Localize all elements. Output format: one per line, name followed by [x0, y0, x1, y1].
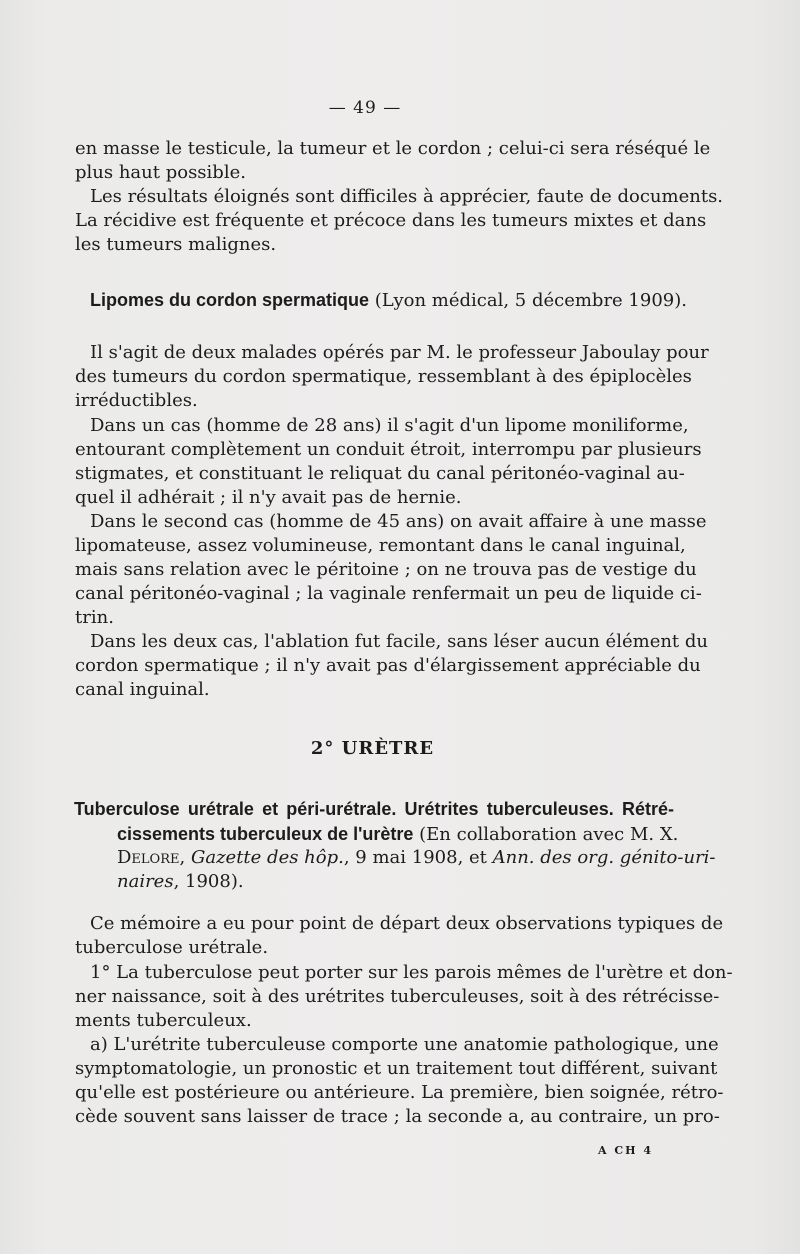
- section-heading: 2° URÈTRE: [310, 738, 435, 759]
- text-line: [117, 823, 679, 846]
- tuberculose-date-2: , 1908).: [173, 871, 244, 892]
- text-line: stigmates, et constituant le reliquat du canal péritonéo-vaginal au-: [75, 463, 685, 484]
- text-line: Dans le second cas (homme de 45 ans) on avait affaire à une masse: [90, 511, 707, 532]
- lipomes-citation: (Lyon médical, 5 décembre 1909).: [374, 290, 687, 311]
- text-line: 1° La tuberculose peut porter sur les parois mêmes de l'urètre et don-: [90, 962, 733, 983]
- lipomes-heading: [90, 289, 687, 312]
- text-line: qu'elle est postérieure ou antérieure. La première, bien soignée, rétro-: [75, 1082, 724, 1103]
- tuberculose-title-line: cissements tuberculeux de l'urètre: [117, 824, 414, 844]
- text-line: [117, 871, 673, 893]
- text-line: Les résultats éloignés sont difficiles à apprécier, faute de documents.: [90, 186, 724, 207]
- tuberculose-title-line: Tuberculose urétrale et péri-urétrale. Urétrites tuberculeuses. Rétré-: [74, 799, 674, 819]
- text-line: Ce mémoire a eu pour point de départ deux observations typiques de: [90, 913, 724, 934]
- text-line: tuberculose urétrale.: [75, 937, 269, 958]
- tuberculose-journal-2b: naires: [117, 871, 174, 892]
- tuberculose-journal-1: Gazette des hôp.: [190, 847, 344, 868]
- text-line: ner naissance, soit à des urétrites tuberculeuses, soit à des rétrécisse-: [75, 986, 720, 1007]
- text-line: cède souvent sans laisser de trace ; la seconde a, au contraire, un pro-: [75, 1106, 720, 1127]
- text-line: des tumeurs du cordon spermatique, ressemblant à des épiplocèles: [75, 366, 692, 387]
- tuberculose-author: Delore: [117, 847, 180, 868]
- text-line: plus haut possible.: [75, 162, 246, 183]
- text-line: cordon spermatique ; il n'y avait pas d'élargissement appréciable du: [75, 655, 701, 676]
- text-line: canal inguinal.: [75, 679, 210, 700]
- text-line: lipomateuse, assez volumineuse, remontant dans le canal inguinal,: [75, 535, 686, 556]
- text-line: en masse le testicule, la tumeur et le cordon ; celui-ci sera réséqué le: [75, 138, 711, 159]
- text-line: ments tuberculeux.: [75, 1010, 252, 1031]
- text-line: Delore, Gazette des hôp., 9 mai 1908, et Ann. des org. génito-uri-: [117, 847, 716, 868]
- text-line: entourant complètement un conduit étroit, interrompu par plusieurs: [75, 439, 702, 460]
- tuberculose-journal-2: Ann. des org. génito-uri-: [492, 847, 716, 868]
- lipomes-title: Lipomes du cordon spermatique: [90, 290, 370, 310]
- tuberculose-date-1: , 9 mai 1908, et: [343, 847, 493, 868]
- signature-mark: A CH 4: [598, 1144, 653, 1157]
- text-line: trin.: [75, 607, 114, 628]
- text-line: La récidive est fréquente et précoce dans les tumeurs mixtes et dans: [75, 210, 707, 231]
- tuberculose-collab: (En collaboration avec M. X.: [419, 824, 679, 845]
- text-line: Dans un cas (homme de 28 ans) il s'agit d'un lipome moniliforme,: [90, 415, 689, 436]
- text-line: irréductibles.: [75, 390, 198, 411]
- text-line: a) L'urétrite tuberculeuse comporte une anatomie pathologique, une: [90, 1034, 719, 1055]
- text-line: canal péritonéo-vaginal ; la vaginale renfermait un peu de liquide ci-: [75, 583, 702, 604]
- text-line: Il s'agit de deux malades opérés par M. le professeur Jaboulay pour: [90, 342, 709, 363]
- text-line: les tumeurs malignes.: [75, 234, 277, 255]
- text-line: mais sans relation avec le péritoine ; on ne trouva pas de vestige du: [75, 559, 697, 580]
- page-number: — 49 —: [328, 98, 402, 118]
- text-line: symptomatologie, un pronostic et un traitement tout différent, suivant: [75, 1058, 718, 1079]
- text-line: Dans les deux cas, l'ablation fut facile, sans léser aucun élément du: [90, 631, 709, 652]
- text-line: quel il adhérait ; il n'y avait pas de hernie.: [75, 487, 462, 508]
